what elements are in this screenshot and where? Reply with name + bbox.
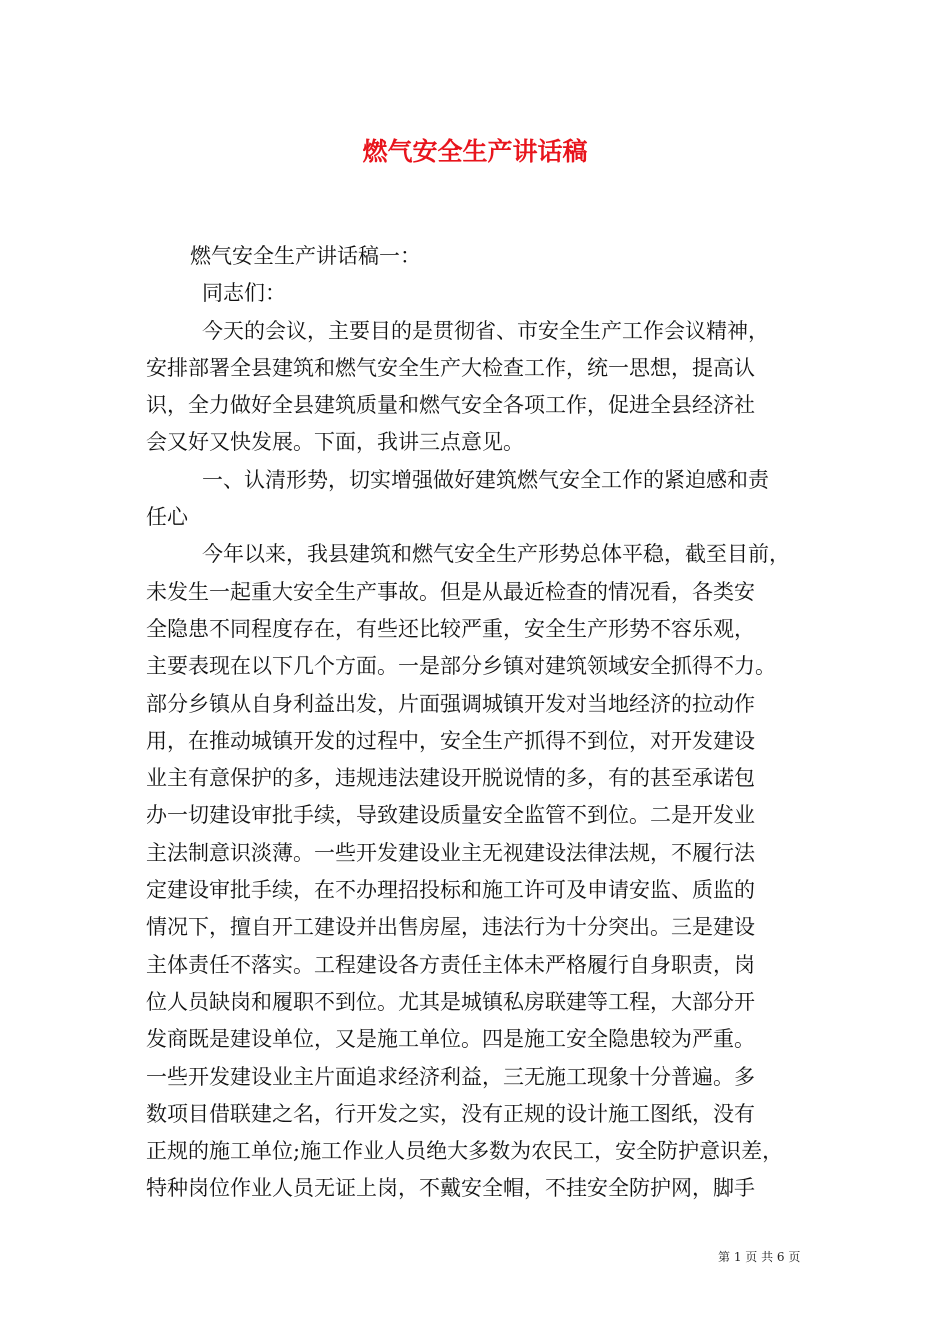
text-line: 发商既是建设单位，又是施工单位。四是施工安全隐患较为严重。: [146, 1027, 755, 1052]
text-line: 位人员缺岗和履职不到位。尤其是城镇私房联建等工程，大部分开: [146, 989, 755, 1014]
text-line: 业主有意保护的多，违规违法建设开脱说情的多，有的甚至承诺包: [146, 766, 755, 791]
page-footer: 第 1 页 共 6 页: [718, 1250, 801, 1264]
document-body: [146, 238, 826, 1208]
text-line: 识，全力做好全县建筑质量和燃气安全各项工作，促进全县经济社: [146, 393, 755, 418]
text-line: 部分乡镇从自身利益出发，片面强调城镇开发对当地经济的拉动作: [146, 691, 755, 716]
text-line: 同志们：: [202, 281, 286, 306]
text-line: 定建设审批手续，在不办理招投标和施工许可及申请安监、质监的: [146, 878, 755, 903]
text-line: 办一切建设审批手续，导致建设质量安全监管不到位。二是开发业: [146, 803, 755, 828]
text-line: 会又好又快发展。下面，我讲三点意见。: [146, 430, 524, 455]
text-line: 今天的会议，主要目的是贯彻省、市安全生产工作会议精神，: [202, 318, 769, 343]
text-line: 数项目借联建之名，行开发之实，没有正规的设计施工图纸，没有: [146, 1101, 755, 1126]
document-title: 燃气安全生产讲话稿: [362, 137, 588, 166]
text-line: 安排部署全县建筑和燃气安全生产大检查工作，统一思想，提高认: [146, 355, 755, 380]
text-line: 用，在推动城镇开发的过程中，安全生产抓得不到位，对开发建设: [146, 728, 755, 753]
text-line: 全隐患不同程度存在，有些还比较严重，安全生产形势不容乐观，: [146, 616, 755, 641]
text-line: 主要表现在以下几个方面。一是部分乡镇对建筑领域安全抓得不力。: [146, 654, 776, 679]
text-line: 一、认清形势，切实增强做好建筑燃气安全工作的紧迫感和责: [202, 467, 769, 492]
text-line: 正规的施工单位;施工作业人员绝大多数为农民工，安全防护意识差，: [146, 1139, 784, 1164]
text-line: 主体责任不落实。工程建设各方责任主体未严格履行自身职责，岗: [146, 952, 755, 977]
text-line: 未发生一起重大安全生产事故。但是从最近检查的情况看，各类安: [146, 579, 755, 604]
text-line: 今年以来，我县建筑和燃气安全生产形势总体平稳，截至目前，: [202, 542, 790, 567]
text-line: 主法制意识淡薄。一些开发建设业主无视建设法律法规，不履行法: [146, 840, 755, 865]
text-line: 任心: [146, 505, 188, 530]
text-line: 特种岗位作业人员无证上岗，不戴安全帽，不挂安全防护网，脚手: [146, 1176, 755, 1201]
text-line: 燃气安全生产讲话稿一：: [190, 244, 421, 268]
text-line: 情况下，擅自开工建设并出售房屋，违法行为十分突出。三是建设: [146, 915, 755, 940]
text-line: 一些开发建设业主片面追求经济利益，三无施工现象十分普遍。多: [146, 1064, 755, 1089]
